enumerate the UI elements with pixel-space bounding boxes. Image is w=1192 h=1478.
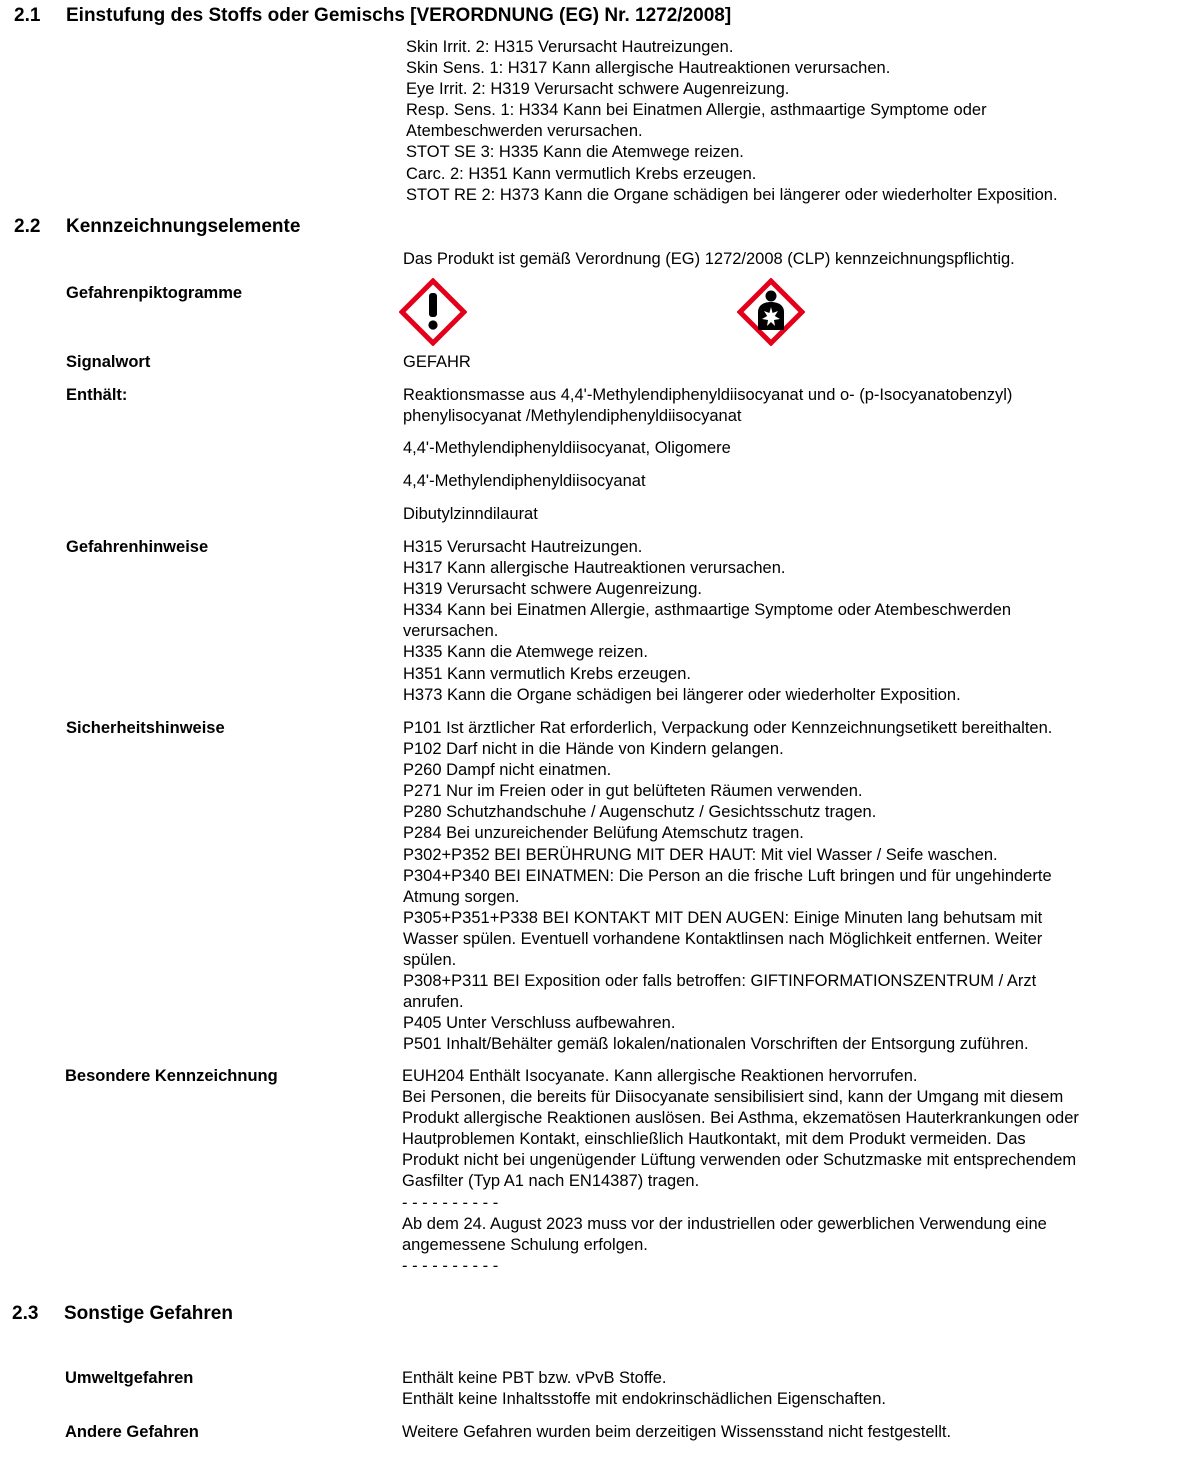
classification-line: Skin Irrit. 2: H315 Verursacht Hautreizungen. [406,38,734,56]
section-title: Kennzeichnungselemente [66,216,301,237]
precautionary-statements-label: Sicherheitshinweise [66,719,225,737]
special-labelling-line: Produkt nicht bei ungenügender Lüftung verwenden oder Schutzmaske mit entsprechendem [402,1151,1077,1170]
labelling-intro: Das Produkt ist gemäß Verordnung (EG) 1272/2008 (CLP) kennzeichnungspflichtig. [403,250,1015,268]
section-title: Einstufung des Stoffs oder Gemischs [VERORDNUNG (EG) Nr. 1272/2008] [66,5,732,26]
classification-line: Atembeschwerden verursachen. [406,122,643,141]
hazard-statement: H373 Kann die Organe schädigen bei längerer oder wiederholter Exposition. [403,685,961,704]
hazard-statement: H335 Kann die Atemwege reizen. [403,643,648,662]
other-hazards-text: Weitere Gefahren wurden beim derzeitigen Wissensstand nicht festgestellt. [402,1423,952,1441]
contains-line: Reaktionsmasse aus 4,4'-Methylendiphenyldiisocyanat und o- (p-Isocyanatobenzyl) [403,386,1013,404]
environmental-hazards-text [402,1368,886,1410]
section-2-2-heading [14,215,300,239]
classification-line: Skin Sens. 1: H317 Kann allergische Hautreaktionen verursachen. [406,59,891,78]
precautionary-statement: spülen. [403,951,457,970]
exclamation-mark-hazard-icon [399,278,467,346]
section-2-1-heading [14,4,731,28]
separator-line: - - - - - - - - - - [402,1193,499,1212]
classification-list [406,37,1058,206]
hazard-statements-list [403,537,1011,706]
special-labelling-line: Ab dem 24. August 2023 muss vor der industriellen oder gewerblichen Verwendung eine [402,1214,1047,1233]
precautionary-statement: Wasser spülen. Eventuell vorhandene Kontaktlinsen nach Möglichkeit entfernen. Weiter [403,929,1043,948]
precautionary-statement: P260 Dampf nicht einatmen. [403,761,612,780]
precautionary-statement: P305+P351+P338 BEI KONTAKT MIT DEN AUGEN: Einige Minuten lang behutsam mit [403,908,1043,927]
precautionary-statement: anrufen. [403,993,464,1012]
precautionary-statement: P304+P340 BEI EINATMEN: Die Person an die frische Luft bringen und für ungehinderte [403,866,1052,885]
hazard-statement: H351 Kann vermutlich Krebs erzeugen. [403,664,691,683]
hazard-statement: H315 Verursacht Hautreizungen. [403,538,643,556]
health-hazard-icon [737,278,805,346]
special-labelling-line: Gasfilter (Typ A1 nach EN14387) tragen. [402,1172,700,1191]
section-2-3-heading [12,1302,233,1326]
section-number: 2.2 [14,216,41,237]
special-labelling-line: Hautproblemen Kontakt, einschließlich Hautkontakt, mit dem Produkt vermeiden. Das [402,1130,1026,1149]
contains-item: 4,4'-Methylendiphenyldiisocyanat [403,472,646,490]
precautionary-statement: P302+P352 BEI BERÜHRUNG MIT DER HAUT: Mit viel Wasser / Seife waschen. [403,845,998,864]
precautionary-statement: P271 Nur im Freien oder in gut belüfteten Räumen verwenden. [403,782,863,801]
hazard-statement: H319 Verursacht schwere Augenreizung. [403,580,703,599]
contains-item [403,385,1012,427]
environmental-hazard-line: Enthält keine PBT bzw. vPvB Stoffe. [402,1369,667,1387]
classification-line: STOT RE 2: H373 Kann die Organe schädigen bei längerer oder wiederholter Exposition. [406,185,1058,204]
other-hazards-label: Andere Gefahren [65,1423,199,1441]
environmental-hazard-line: Enthält keine Inhaltsstoffe mit endokrinschädlichen Eigenschaften. [402,1390,886,1409]
precautionary-statement: P102 Darf nicht in die Hände von Kindern gelangen. [403,740,784,759]
special-labelling-text [402,1066,1079,1277]
contains-line: phenylisocyanat /Methylendiphenyldiisocyanat [403,407,742,426]
precautionary-statement: P501 Inhalt/Behälter gemäß lokalen/nationalen Vorschriften der Entsorgung zuführen. [403,1035,1029,1054]
hazard-statement: H317 Kann allergische Hautreaktionen verursachen. [403,559,786,578]
precautionary-statement: Atmung sorgen. [403,887,520,906]
contains-item: 4,4'-Methylendiphenyldiisocyanat, Oligomere [403,439,731,457]
classification-line: Resp. Sens. 1: H334 Kann bei Einatmen Allergie, asthmaartige Symptome oder [406,101,987,120]
separator-line: - - - - - - - - - - [402,1256,499,1275]
section-number: 2.3 [12,1303,39,1324]
special-labelling-line: Produkt allergische Reaktionen auslösen. Bei Asthma, ekzematösen Hauterkrankungen oder [402,1109,1079,1128]
classification-line: Eye Irrit. 2: H319 Verursacht schwere Augenreizung. [406,80,790,99]
signal-word-label: Signalwort [66,353,151,371]
contains-item: Dibutylzinndilaurat [403,505,538,523]
hazard-statement: verursachen. [403,622,499,641]
classification-line: Carc. 2: H351 Kann vermutlich Krebs erzeugen. [406,164,757,183]
hazard-statements-label: Gefahrenhinweise [66,538,209,556]
precautionary-statements-list [403,718,1052,1056]
special-labelling-line: EUH204 Enthält Isocyanate. Kann allergische Reaktionen hervorrufen. [402,1067,918,1085]
precautionary-statement: P284 Bei unzureichender Belüfung Atemschutz tragen. [403,824,804,843]
section-title: Sonstige Gefahren [64,1303,233,1324]
classification-line: STOT SE 3: H335 Kann die Atemwege reizen. [406,143,744,162]
contains-label: Enthält: [66,386,128,404]
special-labelling-line: angemessene Schulung erfolgen. [402,1235,648,1254]
environmental-hazards-label: Umweltgefahren [65,1369,194,1387]
pictograms-label: Gefahrenpiktogramme [66,284,243,302]
special-labelling-label: Besondere Kennzeichnung [65,1067,278,1085]
precautionary-statement: P101 Ist ärztlicher Rat erforderlich, Verpackung oder Kennzeichnungsetikett bereithalten. [403,719,1053,737]
signal-word-value: GEFAHR [403,353,471,371]
precautionary-statement: P280 Schutzhandschuhe / Augenschutz / Gesichtsschutz tragen. [403,803,877,822]
section-number: 2.1 [14,5,41,26]
special-labelling-line: Bei Personen, die bereits für Diisocyanate sensibilisiert sind, kann der Umgang mit diesem [402,1088,1064,1107]
hazard-statement: H334 Kann bei Einatmen Allergie, asthmaartige Symptome oder Atembeschwerden [403,601,1012,620]
precautionary-statement: P405 Unter Verschluss aufbewahren. [403,1014,676,1033]
precautionary-statement: P308+P311 BEI Exposition oder falls betroffen: GIFTINFORMATIONSZENTRUM / Arzt [403,972,1037,991]
